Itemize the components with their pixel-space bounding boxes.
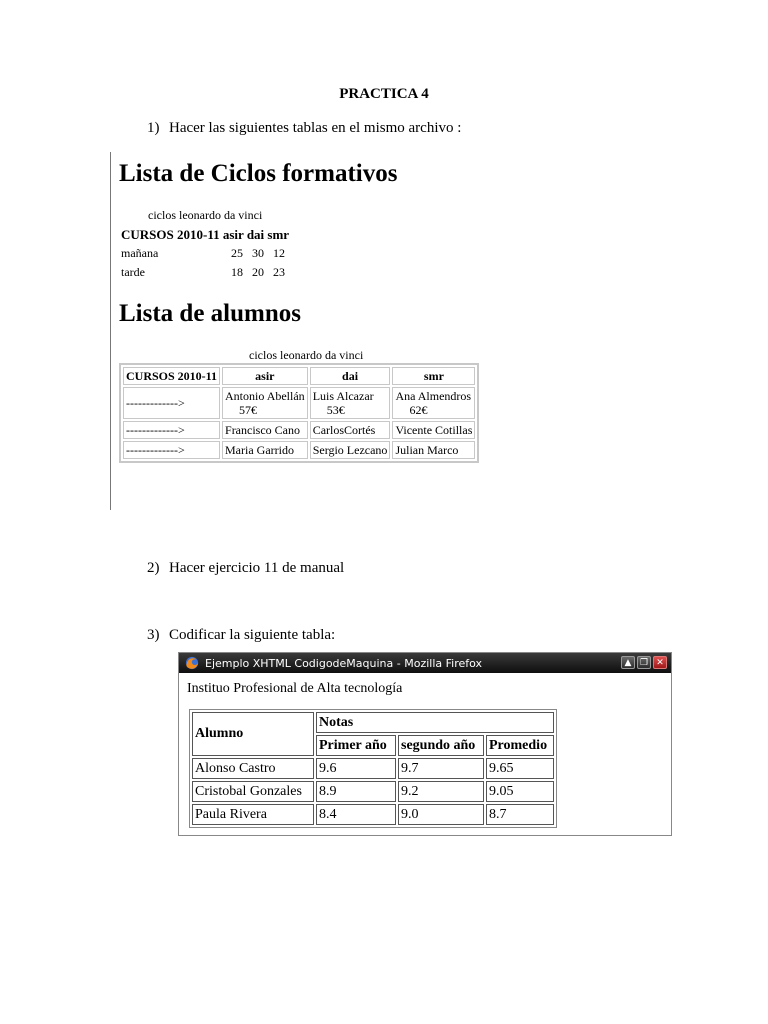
plain-row-label: mañana bbox=[121, 246, 159, 260]
table-cell: 9.65 bbox=[486, 758, 554, 779]
header-cell: CURSOS 2010-11 bbox=[123, 367, 220, 385]
table-row bbox=[192, 804, 554, 825]
list-item-2 bbox=[147, 560, 344, 577]
plain-row-label: tarde bbox=[121, 265, 145, 279]
firefox-icon bbox=[185, 656, 199, 670]
table-row bbox=[192, 712, 554, 733]
plain-header-dai: dai bbox=[246, 227, 265, 242]
table-cell: 8.9 bbox=[316, 781, 396, 802]
table-cell: Cristobal Gonzales bbox=[192, 781, 314, 802]
table-cell: 8.4 bbox=[316, 804, 396, 825]
arrow-cell: -------------> bbox=[123, 421, 220, 439]
screenshot-lista-ciclos bbox=[110, 152, 511, 510]
plain-value: 12 bbox=[273, 246, 285, 260]
caption-ciclos: ciclos leonardo da vinci bbox=[148, 208, 263, 222]
subheader-cell: Primer año bbox=[316, 735, 396, 756]
plain-value: 23 bbox=[273, 265, 285, 279]
table-cell: 9.2 bbox=[398, 781, 484, 802]
table-cell: 9.6 bbox=[316, 758, 396, 779]
header-cell: dai bbox=[310, 367, 391, 385]
plain-header-cursos: CURSOS 2010-11 bbox=[121, 227, 220, 242]
student-name: Vicente Cotillas bbox=[392, 421, 475, 439]
page-heading: Instituo Profesional de Alta tecnología bbox=[187, 681, 403, 696]
list-item-text: Hacer ejercicio 11 de manual bbox=[169, 560, 345, 576]
price: 53€ bbox=[326, 403, 345, 417]
heading-lista-alumnos: Lista de alumnos bbox=[119, 300, 301, 327]
table-row bbox=[192, 781, 554, 802]
table-cell: 9.0 bbox=[398, 804, 484, 825]
subheader-cell: Promedio bbox=[486, 735, 554, 756]
table-cell: 8.7 bbox=[486, 804, 554, 825]
plain-value: 25 bbox=[231, 246, 243, 260]
price: 62€ bbox=[409, 403, 428, 417]
student-name: Ana Almendros bbox=[395, 389, 472, 403]
plain-header-asir: asir bbox=[222, 227, 244, 242]
notas-table bbox=[189, 709, 557, 828]
window-title: Ejemplo XHTML CodigodeMaquina - Mozilla Firefox bbox=[205, 656, 483, 670]
list-item-3 bbox=[147, 627, 335, 644]
student-name: Luis Alcazar bbox=[312, 389, 374, 403]
plain-value: 30 bbox=[252, 246, 264, 260]
plain-header-smr: smr bbox=[267, 227, 290, 242]
student-name: Julian Marco bbox=[392, 441, 475, 459]
header-alumno: Alumno bbox=[192, 712, 314, 756]
plain-value: 20 bbox=[252, 265, 264, 279]
price: 57€ bbox=[239, 403, 258, 417]
list-item-number: 1) bbox=[147, 120, 160, 136]
table-row bbox=[123, 441, 475, 459]
student-name: Antonio Abellán bbox=[225, 389, 305, 403]
header-cell: asir bbox=[222, 367, 308, 385]
student-name: Francisco Cano bbox=[222, 421, 308, 439]
heading-lista-ciclos: Lista de Ciclos formativos bbox=[119, 160, 398, 187]
minimize-button[interactable]: ▲ bbox=[621, 656, 635, 669]
alumnos-table bbox=[119, 363, 479, 463]
header-notas: Notas bbox=[316, 712, 554, 733]
table-cell bbox=[310, 387, 391, 419]
document-title: PRACTICA 4 bbox=[339, 86, 429, 102]
list-item-number: 2) bbox=[147, 560, 160, 576]
table-cell: Paula Rivera bbox=[192, 804, 314, 825]
plain-row-values bbox=[231, 265, 285, 280]
table-row bbox=[192, 758, 554, 779]
caption-alumnos: ciclos leonardo da vinci bbox=[249, 348, 364, 362]
table-row bbox=[123, 421, 475, 439]
list-item-1 bbox=[147, 120, 461, 137]
close-button[interactable]: ✕ bbox=[653, 656, 667, 669]
student-name: Sergio Lezcano bbox=[310, 441, 391, 459]
subheader-cell: segundo año bbox=[398, 735, 484, 756]
table-cell bbox=[222, 387, 308, 419]
firefox-window-screenshot bbox=[178, 652, 672, 836]
plain-value: 18 bbox=[231, 265, 243, 279]
table-cell bbox=[392, 387, 475, 419]
table-row bbox=[123, 387, 475, 419]
table-cell: 9.05 bbox=[486, 781, 554, 802]
plain-row-values bbox=[231, 246, 285, 261]
student-name: Maria Garrido bbox=[222, 441, 308, 459]
header-cell: smr bbox=[392, 367, 475, 385]
arrow-cell: -------------> bbox=[123, 441, 220, 459]
restore-button[interactable]: ❐ bbox=[637, 656, 651, 669]
window-controls bbox=[621, 656, 667, 669]
list-item-number: 3) bbox=[147, 627, 160, 643]
table-cell: Alonso Castro bbox=[192, 758, 314, 779]
arrow-cell: -------------> bbox=[123, 387, 220, 419]
table-cell: 9.7 bbox=[398, 758, 484, 779]
student-name: CarlosCortés bbox=[310, 421, 391, 439]
list-item-text: Codificar la siguiente tabla: bbox=[169, 627, 336, 643]
window-titlebar bbox=[179, 653, 671, 673]
plain-table-header bbox=[121, 227, 289, 243]
list-item-text: Hacer las siguientes tablas en el mismo archivo : bbox=[169, 120, 462, 136]
table-row bbox=[123, 367, 475, 385]
